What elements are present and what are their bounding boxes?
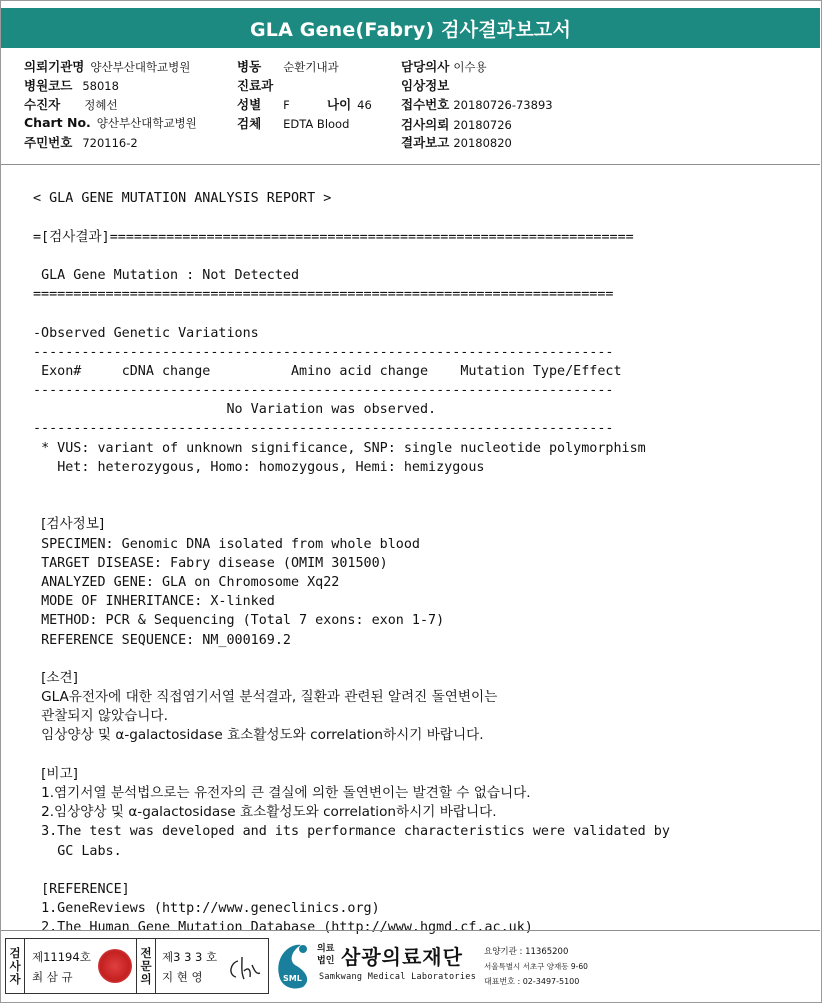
finding-header: [소견] (41, 669, 78, 686)
report-heading: < GLA GENE MUTATION ANALYSIS REPORT > (33, 191, 332, 207)
remark-line-3: 3.The test was developed and its performance characteristics were validated by (41, 824, 670, 840)
approver-license: 제3 3 3 호 (162, 950, 218, 964)
observed-variations-title: -Observed Genetic Variations (33, 325, 259, 341)
abbrev-note-1: * VUS: variant of unknown significance, SNP: single nucleotide polymorphism (41, 440, 646, 456)
finding-line-1: GLA유전자에 대한 직접염기서열 분석결과, 질환과 관련된 알려진 돌연변이는 (41, 689, 498, 706)
specimen-row: 검체 EDTA Blood (237, 116, 350, 131)
sml-logo-icon (273, 939, 315, 991)
abbrev-note-2: Het: heterozygous, Homo: homozygous, Hemi: hemizygous (57, 459, 485, 475)
remark-line-3-cont: GC Labs. (57, 843, 122, 859)
remark-line-2: 2.임상양상 및 α-galactosidase 효소활성도와 correlation하시기 바랍니다. (41, 804, 497, 821)
variation-table-header (33, 362, 813, 381)
dash-divider: ------------------------------------------------------------------------ (33, 421, 614, 437)
report-title-banner (1, 8, 820, 48)
reference-header: [REFERENCE] (41, 881, 130, 897)
accession-row: 접수번호 20180726-73893 (401, 97, 553, 112)
inheritance-line: MODE OF INHERITANCE: X-linked (41, 594, 275, 610)
target-disease-line: TARGET DISEASE: Fabry disease (OMIM 301500) (41, 555, 388, 571)
dash-divider: ------------------------------------------------------------------------ (33, 383, 614, 399)
finding-line-3: 임상양상 및 α-galactosidase 효소활성도와 correlation하시기 바랍니다. (41, 727, 484, 744)
examiner-name: 최 삼 규 (32, 970, 73, 984)
report-date-row: 결과보고 20180820 (401, 135, 512, 150)
approver-name: 지 현 영 (162, 970, 203, 984)
col-cdna: cDNA change (121, 363, 211, 379)
approver-signature (226, 953, 262, 983)
foundation-branding (317, 939, 807, 995)
examiner-label: 검 사 자 (6, 939, 25, 993)
approver-label: 전 문 의 (136, 939, 156, 993)
foundation-type-2: 법인 (317, 956, 335, 966)
reference-seq-line: REFERENCE SEQUENCE: NM_000169.2 (41, 632, 291, 648)
foundation-type-1: 의료 (317, 944, 335, 954)
sex-row: 성별 F (237, 97, 290, 112)
foundation-phone: 대표번호 : 02-3497-5100 (484, 977, 580, 986)
remark-line-1: 1.염기서열 분석법으로는 유전자의 큰 결실에 의한 돌연변이는 발견할 수 없습니다. (41, 785, 531, 802)
specimen-line: SPECIMEN: Genomic DNA isolated from whole blood (41, 536, 420, 552)
col-amino: Amino acid change (291, 363, 429, 379)
reference-1: 1.GeneReviews (http://www.geneclinics.org) (41, 901, 380, 917)
examiner-license: 제11194호 (32, 950, 91, 964)
foundation-english-name: Samkwang Medical Laboratories (319, 972, 477, 982)
institution-code: 요양기관 : 11365200 (484, 947, 569, 957)
chart-no-row: Chart No. 양산부산대학교병원 (24, 115, 197, 130)
report-title: GLA Gene(Fabry) 검사결과보고서 (249, 18, 572, 41)
institution-row: 의뢰기관명 양산부산대학교병원 (24, 59, 191, 74)
remark-header: [비고] (41, 765, 78, 782)
result-section-header: =[검사결과]================================================================= (33, 228, 634, 245)
age-row: 나이 46 (327, 97, 372, 112)
no-variation-row: No Variation was observed. (226, 402, 437, 418)
patient-info-block (0, 52, 822, 164)
reference-2: 2.The Human Gene Mutation Database (http://www.hgmd.cf.ac.uk) (41, 920, 533, 936)
test-info-header: [검사정보] (41, 516, 105, 533)
patient-name-row: 수진자 정혜선 (24, 97, 118, 112)
equals-divider: ======================================================================== (33, 287, 614, 303)
report-body (33, 170, 813, 957)
svg-text:SML: SML (283, 974, 302, 983)
analyzed-gene-line: ANALYZED GENE: GLA on Chromosome Xq22 (41, 574, 340, 590)
signature-box (5, 938, 269, 994)
rrn-row: 주민번호 720116-2 (24, 135, 138, 150)
ward-row: 병동 순환기내과 (237, 59, 339, 74)
clinical-info-row: 임상정보 (401, 78, 450, 93)
foundation-name: 삼광의료재단 (341, 945, 463, 969)
col-mutation: Mutation Type/Effect (460, 363, 622, 379)
footer (1, 935, 820, 999)
col-exon: Exon# (41, 363, 82, 379)
finding-line-2: 관찰되지 않았습니다. (41, 708, 168, 725)
department-row: 진료과 (237, 78, 274, 93)
footer-divider (1, 930, 820, 931)
foundation-address: 서울특별시 서초구 양재동 9-60 (484, 962, 588, 971)
examiner-seal (98, 949, 132, 983)
method-line: METHOD: PCR & Sequencing (Total 7 exons: exon 1-7) (41, 613, 445, 629)
hospital-code-row: 병원코드 58018 (24, 78, 119, 93)
dash-divider: ------------------------------------------------------------------------ (33, 344, 614, 360)
doctor-row: 담당의사 이수용 (401, 59, 487, 74)
mutation-result: GLA Gene Mutation : Not Detected (41, 267, 300, 283)
info-divider (1, 164, 820, 165)
request-date-row: 검사의뢰 20180726 (401, 117, 512, 132)
